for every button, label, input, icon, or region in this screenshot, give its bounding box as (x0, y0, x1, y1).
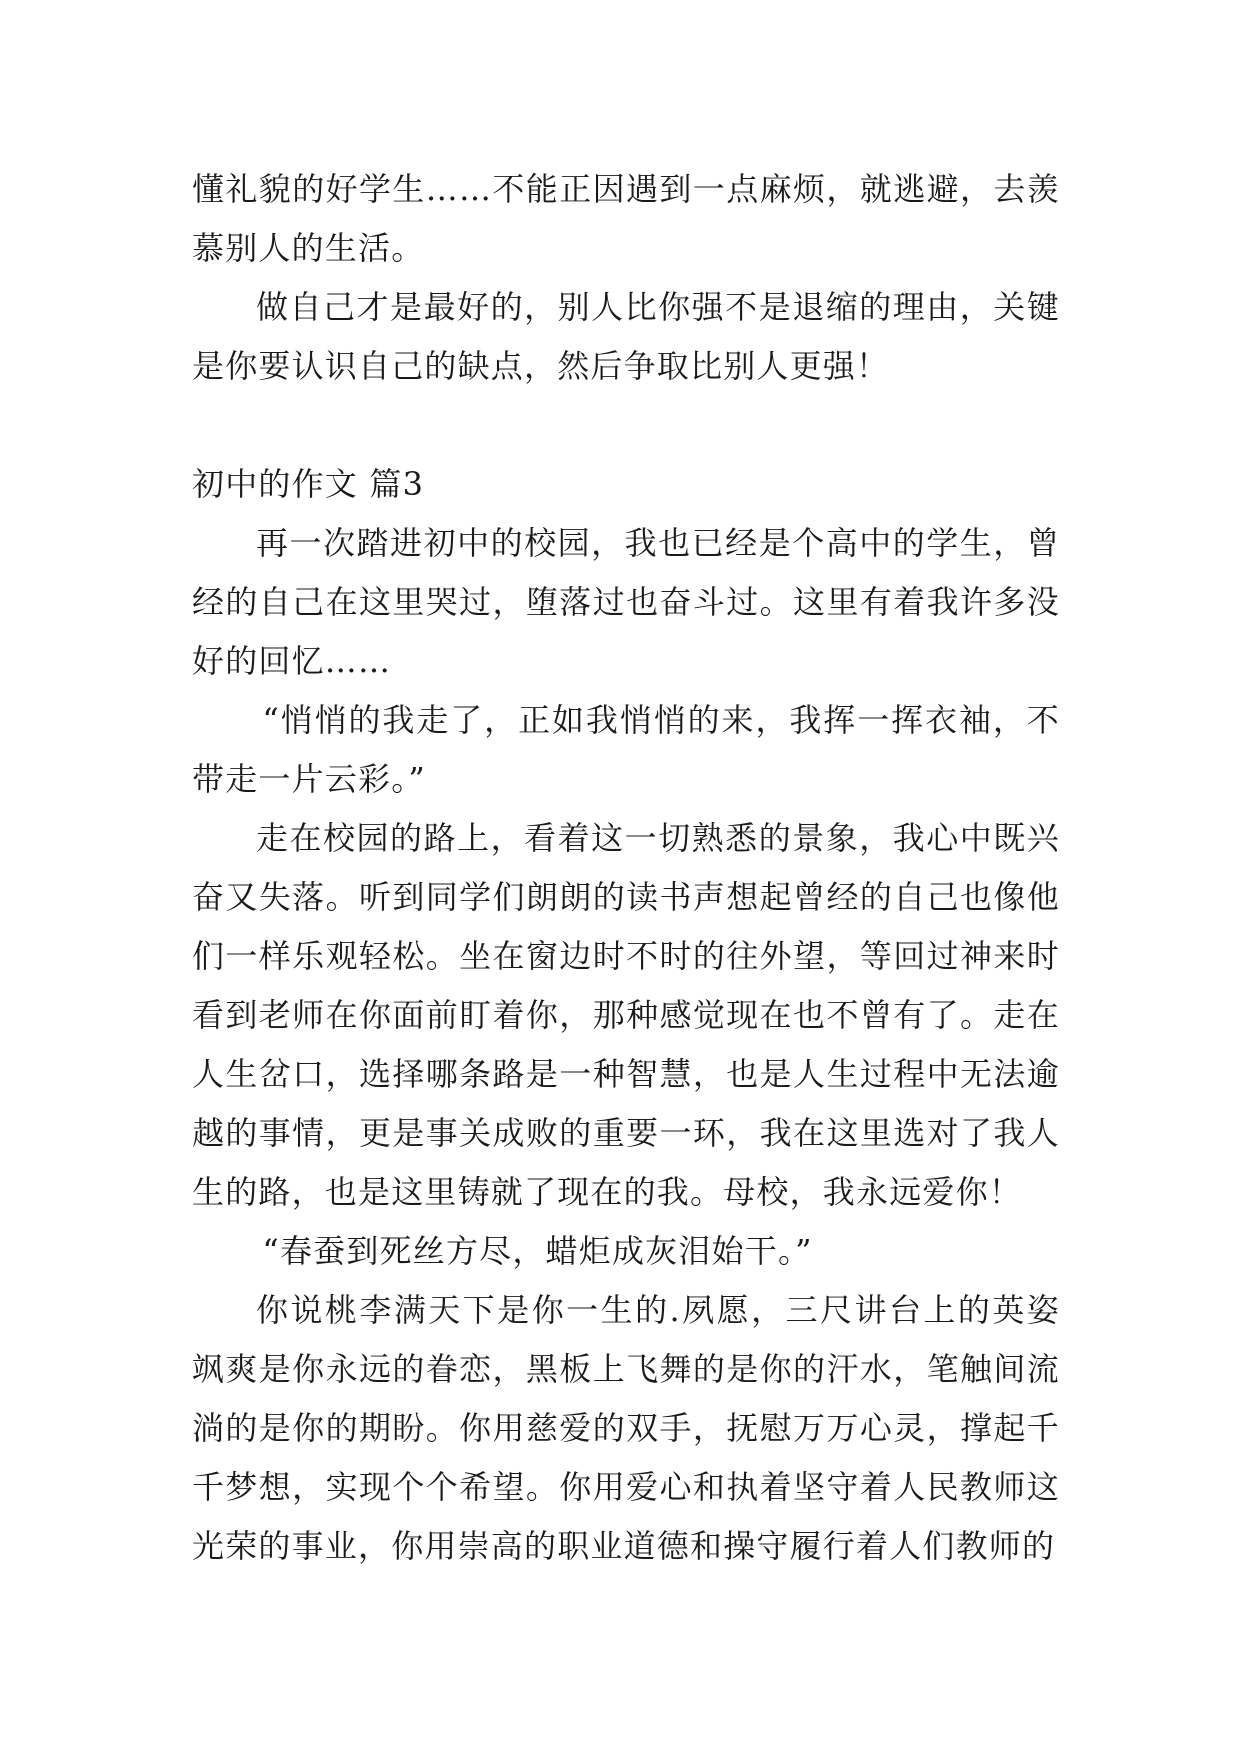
paragraph-teacher-tribute: 你说桃李满天下是你一生的.夙愿，三尺讲台上的英姿飒爽是你永远的眷恋，黑板上飞舞的是你的汗水，笔触间流淌的是你的期盼。你用慈爱的双手，抚慰万万心灵，撑起千千梦想，实现个个希望。你用爱心和执着坚守着人民教师这光荣的事业，你用崇高的职业道德和操守履行着人们教师的 (192, 1291, 1060, 1565)
paragraph-quote-silkworm: “春蚕到死丝方尽，蜡炬成灰泪始干。” (262, 1232, 813, 1270)
paragraph-return-to-school: 再一次踏进初中的校园，我也已经是个高中的学生，曾经的自己在这里哭过，堕落过也奋斗过。这里有着我许多没好的回忆…… (192, 524, 1060, 680)
paragraph-quote-farewell: “悄悄的我走了，正如我悄悄的来，我挥一挥衣袖，不带走一片云彩。” (192, 701, 1060, 798)
paragraph-campus-walk: 走在校园的路上，看着这一切熟悉的景象，我心中既兴奋又失落。听到同学们朗朗的读书声想起曾经的自己也像他们一样乐观轻松。坐在窗边时不时的往外望，等回过神来时看到老师在你面前盯着你，那种感觉现在也不曾有了。走在人生岔口，选择哪条路是一种智慧，也是人生过程中无法逾越的事情，更是事关成败的重要一环，我在这里选对了我人生的路，也是这里铸就了现在的我。母校，我永远爱你！ (192, 819, 1060, 1211)
paragraph-be-yourself: 做自己才是最好的，别人比你强不是退缩的理由，关键是你要认识自己的缺点，然后争取比别人更强！ (192, 288, 1060, 385)
paragraph-continued: 懂礼貌的好学生……不能正因遇到一点麻烦，就逃避，去羡慕别人的生活。 (192, 170, 1060, 267)
section-heading: 初中的作文 篇3 (192, 465, 425, 503)
document-body (192, 160, 1060, 1576)
